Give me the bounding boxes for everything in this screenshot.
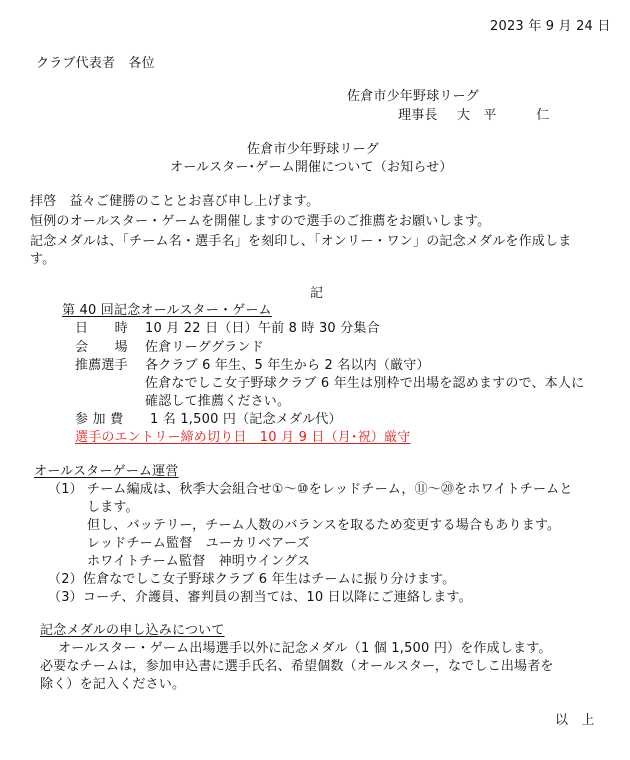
fee-value: 1 名 1,500 円（記念メダル代） bbox=[150, 412, 342, 427]
operation-item-2: （2）佐倉なでしこ女子野球クラブ 6 年生はチームに振り分けます。 bbox=[48, 572, 456, 587]
operation-item-1-line-2: します。 bbox=[87, 500, 139, 515]
medal-line-1: オールスター・ゲーム出場選手以外に記念メダル（1 個 1,500 円）を作成します。 bbox=[58, 641, 552, 656]
medal-heading: 記念メダルの申し込みについて bbox=[40, 623, 225, 638]
medal-line-3: 除く）を記入ください。 bbox=[40, 677, 186, 692]
venue-label: 会 場 bbox=[75, 340, 128, 355]
intro-line-1: 拝啓 益々ご健勝のこととお喜び申し上げます。 bbox=[30, 194, 320, 209]
heading-line-2: オールスター･ゲーム開催について（お知らせ） bbox=[170, 160, 453, 175]
recommend-line-1: 各クラブ 6 年生、5 年生から 2 名以内（厳守） bbox=[145, 358, 430, 373]
operation-item-1-line-3: 但し、バッテリー，チーム人数のバランスを取るため変更する場合もあります。 bbox=[87, 518, 561, 533]
operation-red-coach: レッドチーム監督 ユーカリベアーズ bbox=[87, 536, 310, 551]
datetime-label: 日 時 bbox=[75, 321, 128, 336]
heading-line-1: 佐倉市少年野球リーグ bbox=[247, 142, 380, 157]
ki-heading: 記 bbox=[310, 286, 324, 301]
operation-item-1-line-1: チーム編成は、秋季大会組合せ①～⑩をレッドチーム，⑪～⑳をホワイトチームと bbox=[87, 482, 573, 497]
recommend-label: 推薦選手 bbox=[75, 358, 128, 373]
closing: 以 上 bbox=[555, 713, 595, 728]
operation-white-coach: ホワイトチーム監督 神明ウイングス bbox=[87, 554, 311, 569]
sender-title: 理事長 bbox=[398, 108, 438, 123]
addressee: クラブ代表者 各位 bbox=[36, 56, 155, 71]
recommend-line-3: 確認して推薦ください。 bbox=[145, 394, 291, 409]
operation-item-3: （3）コーチ、介護員、審判員の割当ては、10 日以降にご連絡します。 bbox=[48, 590, 472, 605]
intro-line-4: す。 bbox=[30, 252, 56, 267]
operation-item-1-number: （1） bbox=[48, 482, 83, 497]
medal-line-2: 必要なチームは，参加申込書に選手氏名、希望個数（オールスター，なでしこ出場者を bbox=[40, 659, 554, 674]
document-date: 2023 年 9 月 24 日 bbox=[490, 19, 611, 34]
datetime-value: 10 月 22 日（日）午前 8 時 30 分集合 bbox=[145, 321, 380, 336]
event-title: 第 40 回記念オールスター・ゲーム bbox=[62, 303, 272, 318]
operation-heading: オールスターゲーム運営 bbox=[34, 464, 179, 479]
venue-value: 佐倉リーググランド bbox=[145, 340, 264, 355]
intro-line-3: 記念メダルは、「チーム名・選手名」を刻印し、「オンリー・ワン」の記念メダルを作成しま bbox=[30, 234, 572, 249]
sender-name: 大 平 仁 bbox=[457, 108, 550, 123]
recommend-line-2: 佐倉なでしこ女子野球クラブ 6 年生は別枠で出場を認めますので、本人に bbox=[145, 376, 585, 391]
intro-line-2: 恒例のオールスター・ゲームを開催しますので選手のご推薦をお願いします。 bbox=[30, 214, 491, 229]
fee-label: 参 加 費 bbox=[75, 412, 124, 427]
sender-organization: 佐倉市少年野球リーグ bbox=[347, 89, 480, 104]
entry-deadline: 選手のエントリー締め切り日 10 月 9 日（月･祝）厳守 bbox=[75, 430, 411, 445]
